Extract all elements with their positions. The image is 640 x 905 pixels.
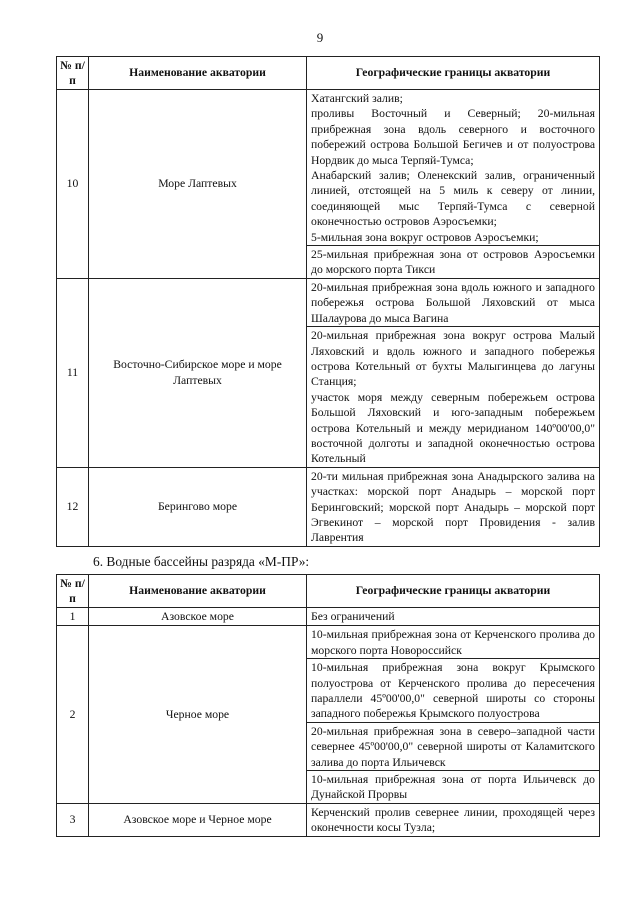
water-area-name: Берингово море: [89, 467, 307, 546]
geo-paragraph: 20-мильная прибрежная зона в северо–западной части севернее 45º00'00,0" северной широты от Каламитского залива до порта Ильичевск: [311, 724, 595, 769]
geo-boundary: [307, 659, 600, 723]
geo-boundary: [307, 246, 600, 279]
row-number: 3: [57, 803, 89, 836]
geo-boundary: [307, 608, 600, 626]
row-number: 2: [57, 626, 89, 803]
row-number: 10: [57, 90, 89, 279]
table-row: [57, 90, 600, 246]
table-row: [57, 608, 600, 626]
geo-boundary: [307, 278, 600, 326]
geo-paragraph: 5-мильная зона вокруг островов Аэросъемки;: [311, 230, 539, 244]
geo-paragraph: участок моря между северным побережьем острова Большой Ляховский и юго-западным побережьем острова Котельный и между меридианом 140º00'00,0" восточной долготы и западной оконечностью острова Котельный: [311, 390, 595, 466]
water-area-name: Черное море: [89, 626, 307, 803]
geo-boundary: [307, 90, 600, 246]
row-number: 1: [57, 608, 89, 626]
geo-paragraph: Хатангский залив;: [311, 92, 403, 105]
geo-paragraph: 10-мильная прибрежная зона от Керченского пролива до морского порта Новороссийск: [311, 628, 595, 657]
water-area-name: Азовское море и Черное море: [89, 803, 307, 836]
geo-boundary: [307, 803, 600, 836]
geo-boundary: [307, 327, 600, 468]
header-num: № п/п: [57, 57, 89, 90]
geo-paragraph: Анабарский залив; Оленекский залив, ограниченный линией, отстоящей на 5 миль к северу от линии, соединяющей мыс Терпяй-Тумса с северной оконечностью островов Аэросъемки;: [311, 169, 595, 229]
header-name: Наименование акватории: [89, 575, 307, 608]
water-area-name: Восточно-Сибирское море и море Лаптевых: [89, 278, 307, 467]
table-water-areas-2: [56, 574, 600, 837]
geo-paragraph: проливы Восточный и Северный; 20-мильная прибрежная зона вдоль северного и восточного побережий острова Большой Бегичев и от полуострова Нордвик до мыса Терпяй-Тумса;: [311, 107, 595, 167]
section-title: 6. Водные бассейны разряда «М-ПР»:: [93, 554, 310, 569]
geo-paragraph: Без ограничений: [311, 610, 395, 623]
header-name: Наименование акватории: [89, 57, 307, 90]
header-geo: Географические границы акватории: [307, 575, 600, 608]
table-water-areas-1: [56, 56, 600, 547]
table-row: [57, 626, 600, 659]
header-num: № п/п: [57, 575, 89, 608]
table-row: [57, 803, 600, 836]
geo-paragraph: 20-мильная прибрежная зона вокруг острова Малый Ляховский и вдоль южного и западного побережья острова Котельный от бухты Малыгинцева до лагуны Станция;: [311, 329, 595, 389]
geo-paragraph: 10-мильная прибрежная зона от порта Ильичевск до Дунайской Прорвы: [311, 773, 595, 802]
row-number: 12: [57, 467, 89, 546]
row-number: 11: [57, 278, 89, 467]
geo-paragraph: 20-ти мильная прибрежная зона Анадырского залива на участках: морской порт Анадырь – морской порт Беринговский; морской порт Анадырь – морской порт Эгвекинот – морской порт Провидения - залив Лаврентия: [311, 469, 595, 545]
geo-paragraph: 25-мильная прибрежная зона от островов Аэросъемки до морского порта Тикси: [311, 248, 595, 277]
page-number: 9: [316, 30, 324, 45]
table-row: [57, 467, 600, 546]
table-row: [57, 278, 600, 326]
geo-boundary: [307, 626, 600, 659]
geo-boundary: [307, 722, 600, 770]
geo-paragraph: 10-мильная прибрежная зона вокруг Крымского полуострова от Керченского пролива до пересечения параллели 45º00'00,0" северной широты со стороны западного побережья Крымского полуострова: [311, 661, 595, 721]
water-area-name: Азовское море: [89, 608, 307, 626]
geo-paragraph: 20-мильная прибрежная зона вдоль южного и западного побережья острова Большой Ляховский от мыса Шалаурова до мыса Вагина: [311, 280, 595, 325]
water-area-name: Море Лаптевых: [89, 90, 307, 279]
geo-boundary: [307, 467, 600, 546]
header-geo: Географические границы акватории: [307, 57, 600, 90]
geo-paragraph: Керченский пролив севернее линии, проходящей через оконечности косы Тузла;: [311, 805, 595, 835]
geo-boundary: [307, 771, 600, 804]
